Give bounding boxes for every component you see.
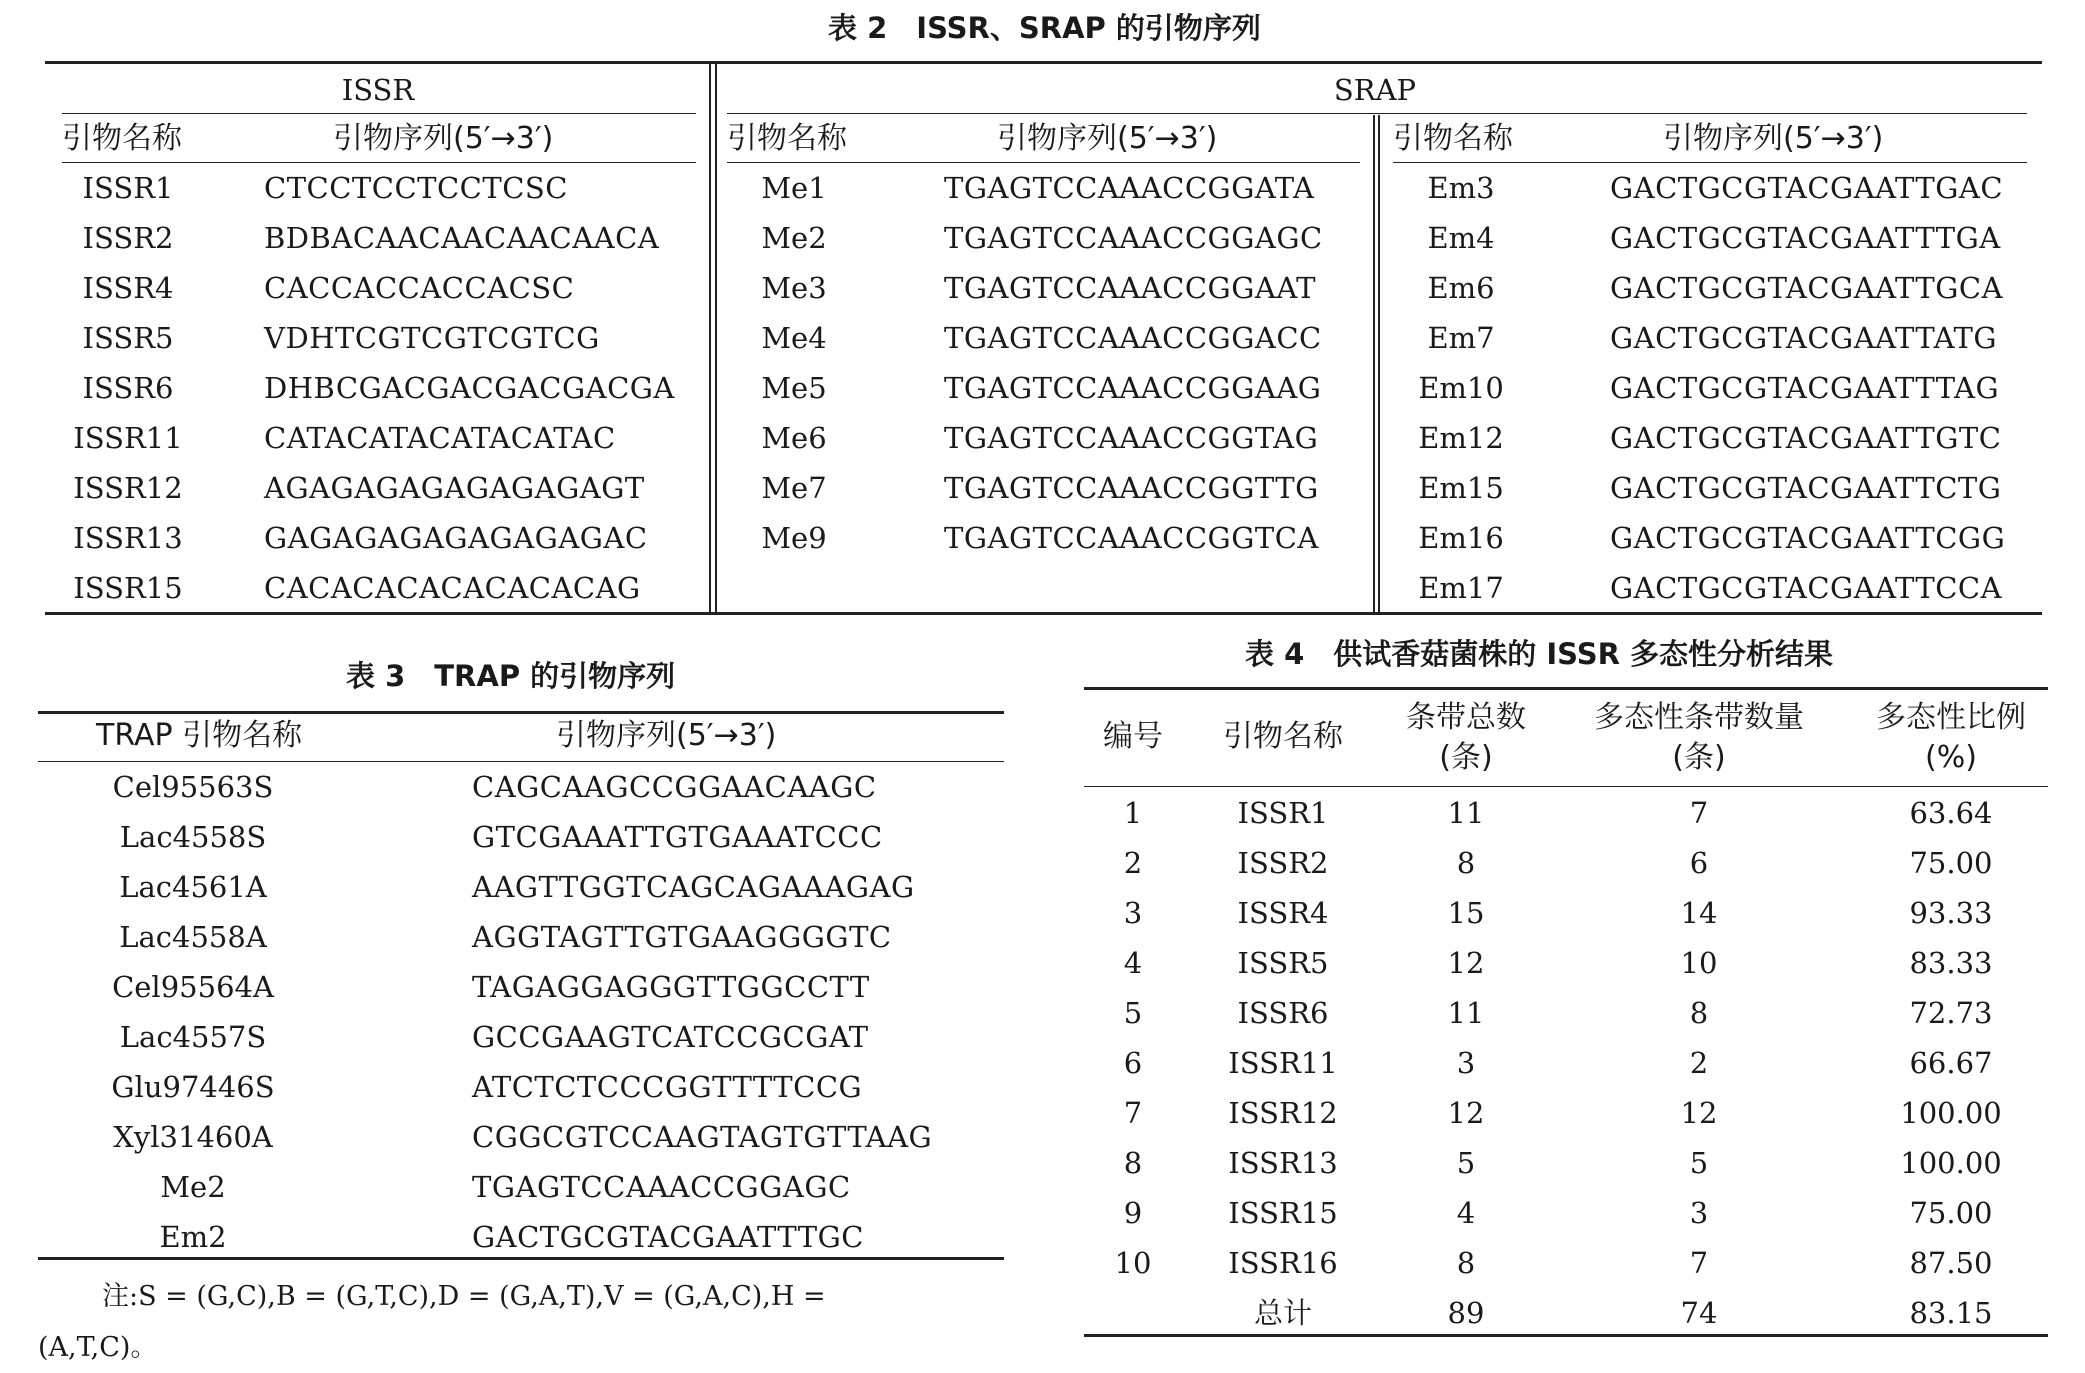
table4-cell-primer: ISSR13	[1228, 1146, 1338, 1180]
table4-poly-header-2: (条)	[1672, 740, 1726, 775]
table3-note-line2: (A,T,C)。	[38, 1332, 158, 1363]
table4-cell-primer: ISSR6	[1237, 996, 1329, 1030]
table3-primer-sequence: AGGTAGTTGTGAAGGGGTC	[472, 920, 892, 954]
table2-issr-name-header: 引物名称	[62, 121, 182, 156]
table2-me-primer-name: Me7	[761, 471, 827, 505]
table4-cell-poly: 12	[1680, 1096, 1718, 1130]
table2-em-name-header: 引物名称	[1393, 121, 1513, 156]
table2-me-primer-name: Me1	[761, 171, 827, 205]
table4-cell-poly: 14	[1680, 896, 1718, 930]
table4-cell-ratio: 75.00	[1909, 846, 1993, 880]
table4-cell-poly: 74	[1680, 1296, 1718, 1330]
table4-total-header-1: 条带总数	[1406, 700, 1526, 735]
table4-cell-no: 2	[1123, 846, 1143, 880]
table3-primer-sequence: GCCGAAGTCATCCGCGAT	[472, 1020, 869, 1054]
table4-caption: 表 4 供试香菇菌株的 ISSR 多态性分析结果	[1245, 637, 1834, 671]
table4-cell-primer: ISSR4	[1237, 896, 1329, 930]
table4-cell-total: 5	[1456, 1146, 1476, 1180]
table2-me-primer-sequence: TGAGTCCAAACCGGTTG	[944, 471, 1319, 505]
table3-caption: 表 3 TRAP 的引物序列	[346, 659, 676, 693]
table2-me-primer-name: Me4	[761, 321, 827, 355]
table4-cell-ratio: 83.33	[1909, 946, 1993, 980]
table2-me-primer-sequence: TGAGTCCAAACCGGATA	[944, 171, 1315, 205]
table2-em-primer-name: Em15	[1418, 471, 1504, 505]
table3-primer-sequence: CGGCGTCCAAGTAGTGTTAAG	[472, 1120, 933, 1154]
table3-primer-name: Me2	[160, 1170, 226, 1204]
table3-primer-name: Lac4557S	[119, 1020, 267, 1054]
table2-issr-primer-sequence: CACACACACACACACAG	[264, 571, 641, 605]
table2-issr-primer-sequence: GAGAGAGAGAGAGAGAC	[264, 521, 648, 555]
table4-cell-primer: ISSR16	[1228, 1246, 1338, 1280]
table4-name-header: 引物名称	[1223, 719, 1343, 754]
table4-ratio-header-2: (%)	[1925, 740, 1977, 775]
table4-cell-ratio: 93.33	[1909, 896, 1993, 930]
table4-cell-primer: ISSR15	[1228, 1196, 1338, 1230]
table4-cell-poly: 8	[1689, 996, 1709, 1030]
table4-cell-poly: 5	[1689, 1146, 1709, 1180]
table2-em-primer-sequence: GACTGCGTACGAATTCCA	[1610, 571, 2003, 605]
table4-header-rule	[1084, 786, 2048, 787]
table3-primer-sequence: TAGAGGAGGGTTGGCCTT	[472, 970, 870, 1004]
table4-cell-no: 9	[1123, 1196, 1143, 1230]
table3-primer-sequence: TGAGTCCAAACCGGAGC	[472, 1170, 851, 1204]
table4-cell-no: 5	[1123, 996, 1143, 1030]
table4-cell-primer: 总计	[1253, 1296, 1313, 1330]
table3-note-line1: 注:S = (G,C),B = (G,T,C),D = (G,A,T),V = (G,A,C),H =	[102, 1281, 826, 1312]
table2-em-primer-name: Em16	[1418, 521, 1504, 555]
table4-cell-primer: ISSR12	[1228, 1096, 1338, 1130]
table4-cell-total: 8	[1456, 1246, 1476, 1280]
table2-em-primer-name: Em6	[1427, 271, 1495, 305]
table4-cell-total: 12	[1447, 946, 1485, 980]
table4-cell-poly: 7	[1689, 1246, 1709, 1280]
table4-cell-poly: 6	[1689, 846, 1709, 880]
table3-primer-sequence: GTCGAAATTGTGAAATCCC	[472, 820, 883, 854]
table4-cell-no: 4	[1123, 946, 1143, 980]
table2-em-seq-header: 引物序列(5′→3′)	[1663, 121, 1884, 156]
table2-em-primer-sequence: GACTGCGTACGAATTTAG	[1610, 371, 2000, 405]
table2-issr-primer-sequence: DHBCGACGACGACGACGA	[264, 371, 675, 405]
table4-cell-ratio: 63.64	[1909, 796, 1993, 830]
table4-cell-total: 15	[1447, 896, 1485, 930]
table4-cell-no: 3	[1123, 896, 1143, 930]
table2-em-primer-name: Em10	[1418, 371, 1504, 405]
table2-em-primer-sequence: GACTGCGTACGAATTGCA	[1610, 271, 2004, 305]
table3-primer-name: Lac4558S	[119, 820, 267, 854]
table2-issr-primer-name: ISSR1	[82, 171, 174, 205]
table2-me-primer-sequence: TGAGTCCAAACCGGAGC	[944, 221, 1323, 255]
table4-cell-poly: 2	[1689, 1046, 1709, 1080]
table2-me-primer-name: Me3	[761, 271, 827, 305]
table4-ratio-header-1: 多态性比例	[1876, 700, 2026, 735]
table4-cell-total: 89	[1447, 1296, 1485, 1330]
table4-cell-poly: 3	[1689, 1196, 1709, 1230]
table4-cell-no: 8	[1123, 1146, 1143, 1180]
table3-primer-name: Xyl31460A	[113, 1120, 273, 1154]
table2-me-name-header: 引物名称	[727, 121, 847, 156]
table4-cell-no: 6	[1123, 1046, 1143, 1080]
table4-cell-total: 4	[1456, 1196, 1476, 1230]
table4-cell-primer: ISSR1	[1237, 796, 1329, 830]
table2-me-primer-name: Me6	[761, 421, 827, 455]
table2-em-primer-name: Em17	[1418, 571, 1504, 605]
table4-cell-no: 7	[1123, 1096, 1143, 1130]
table2-me-primer-sequence: TGAGTCCAAACCGGTCA	[944, 521, 1319, 555]
table2-em-primer-sequence: GACTGCGTACGAATTTGA	[1610, 221, 2001, 255]
table4-cell-total: 8	[1456, 846, 1476, 880]
table4-no-header: 编号	[1103, 719, 1163, 754]
table3-primer-name: Lac4561A	[119, 870, 267, 904]
table2-me-primer-sequence: TGAGTCCAAACCGGACC	[944, 321, 1322, 355]
table2-bottom-rule	[45, 612, 2042, 615]
table2-em-primer-name: Em12	[1418, 421, 1504, 455]
table3-top-rule	[38, 711, 1004, 714]
table4-cell-total: 3	[1456, 1046, 1476, 1080]
table4-bottom-rule	[1084, 1334, 2048, 1337]
table2-srap-group-rule	[727, 113, 2027, 114]
table2-me-primer-name: Me9	[761, 521, 827, 555]
table2-srap-divider-b	[1378, 115, 1380, 612]
table2-issr-seq-header: 引物序列(5′→3′)	[333, 121, 554, 156]
table3-primer-name: Glu97446S	[111, 1070, 275, 1104]
table4-cell-ratio: 87.50	[1909, 1246, 1993, 1280]
table2-me-header-rule	[727, 162, 1360, 163]
table2-em-primer-name: Em4	[1427, 221, 1495, 255]
table2-issr-primer-name: ISSR2	[82, 221, 174, 255]
table2-issr-group-rule	[62, 113, 696, 114]
table2-em-primer-sequence: GACTGCGTACGAATTCTG	[1610, 471, 2002, 505]
table3-bottom-rule	[38, 1257, 1004, 1260]
table4-cell-ratio: 83.15	[1909, 1296, 1993, 1330]
table2-double-divider-a	[709, 64, 711, 612]
table2-me-seq-header: 引物序列(5′→3′)	[997, 121, 1218, 156]
table3-seq-header: 引物序列(5′→3′)	[556, 718, 777, 753]
table3-name-header: TRAP 引物名称	[96, 718, 303, 753]
table2-issr-primer-sequence: AGAGAGAGAGAGAGAGT	[264, 471, 645, 505]
table4-cell-ratio: 100.00	[1900, 1096, 2002, 1130]
table2-em-header-rule	[1393, 162, 2027, 163]
table3-primer-sequence: GACTGCGTACGAATTTGC	[472, 1220, 864, 1254]
table2-caption: 表 2 ISSR、SRAP 的引物序列	[828, 11, 1261, 45]
table4-cell-no: 1	[1123, 796, 1143, 830]
table2-em-primer-name: Em7	[1427, 321, 1495, 355]
table4-cell-total: 11	[1447, 996, 1485, 1030]
table2-issr-primer-sequence: CATACATACATACATAC	[264, 421, 616, 455]
table4-cell-total: 11	[1447, 796, 1485, 830]
table2-issr-primer-sequence: VDHTCGTCGTCGTCG	[264, 321, 600, 355]
table3-primer-name: Lac4558A	[119, 920, 267, 954]
table2-issr-primer-sequence: BDBACAACAACAACAACA	[264, 221, 660, 255]
table4-poly-header-1: 多态性条带数量	[1594, 700, 1804, 735]
table4-cell-primer: ISSR2	[1237, 846, 1329, 880]
table3-primer-sequence: ATCTCTCCCGGTTTTCCG	[472, 1070, 863, 1104]
table4-cell-primer: ISSR5	[1237, 946, 1329, 980]
table4-cell-ratio: 72.73	[1909, 996, 1993, 1030]
table4-cell-poly: 7	[1689, 796, 1709, 830]
table2-em-primer-name: Em3	[1427, 171, 1495, 205]
table2-issr-primer-name: ISSR12	[73, 471, 183, 505]
table2-me-primer-sequence: TGAGTCCAAACCGGAAT	[944, 271, 1317, 305]
table2-em-primer-sequence: GACTGCGTACGAATTGAC	[1610, 171, 2004, 205]
table4-top-rule	[1084, 687, 2048, 690]
table2-srap-group-label: SRAP	[1333, 73, 1417, 107]
table2-issr-header-rule	[62, 162, 696, 163]
table3-primer-name: Cel95563S	[112, 770, 274, 804]
table2-em-primer-sequence: GACTGCGTACGAATTCGG	[1610, 521, 2006, 555]
table2-double-divider-b	[715, 64, 717, 612]
table4-cell-primer: ISSR11	[1228, 1046, 1338, 1080]
table2-issr-group-label: ISSR	[341, 73, 415, 107]
table4-cell-ratio: 100.00	[1900, 1146, 2002, 1180]
table2-me-primer-sequence: TGAGTCCAAACCGGAAG	[944, 371, 1322, 405]
table4-cell-ratio: 66.67	[1909, 1046, 1993, 1080]
table3-primer-name: Cel95564A	[112, 970, 274, 1004]
table2-top-rule	[45, 61, 2042, 64]
table4-cell-poly: 10	[1680, 946, 1718, 980]
table3-primer-sequence: CAGCAAGCCGGAACAAGC	[472, 770, 877, 804]
table4-cell-total: 12	[1447, 1096, 1485, 1130]
table4-total-header-2: (条)	[1439, 740, 1493, 775]
table3-header-rule	[38, 761, 1004, 762]
table2-issr-primer-name: ISSR4	[82, 271, 174, 305]
table2-issr-primer-name: ISSR11	[73, 421, 183, 455]
table2-issr-primer-name: ISSR13	[73, 521, 183, 555]
table2-me-primer-name: Me2	[761, 221, 827, 255]
table4-cell-no: 10	[1114, 1246, 1152, 1280]
table2-me-primer-sequence: TGAGTCCAAACCGGTAG	[944, 421, 1319, 455]
table2-issr-primer-name: ISSR5	[82, 321, 174, 355]
table3-primer-sequence: AAGTTGGTCAGCAGAAAGAG	[472, 870, 915, 904]
table4-cell-ratio: 75.00	[1909, 1196, 1993, 1230]
table3-primer-name: Em2	[159, 1220, 227, 1254]
table2-srap-divider-a	[1373, 115, 1375, 612]
table2-issr-primer-sequence: CTCCTCCTCCTCSC	[264, 171, 568, 205]
table2-issr-primer-sequence: CACCACCACCACSC	[264, 271, 575, 305]
table2-issr-primer-name: ISSR15	[73, 571, 183, 605]
table2-issr-primer-name: ISSR6	[82, 371, 174, 405]
table2-me-primer-name: Me5	[761, 371, 827, 405]
table2-em-primer-sequence: GACTGCGTACGAATTGTC	[1610, 421, 2002, 455]
table2-em-primer-sequence: GACTGCGTACGAATTATG	[1610, 321, 1998, 355]
